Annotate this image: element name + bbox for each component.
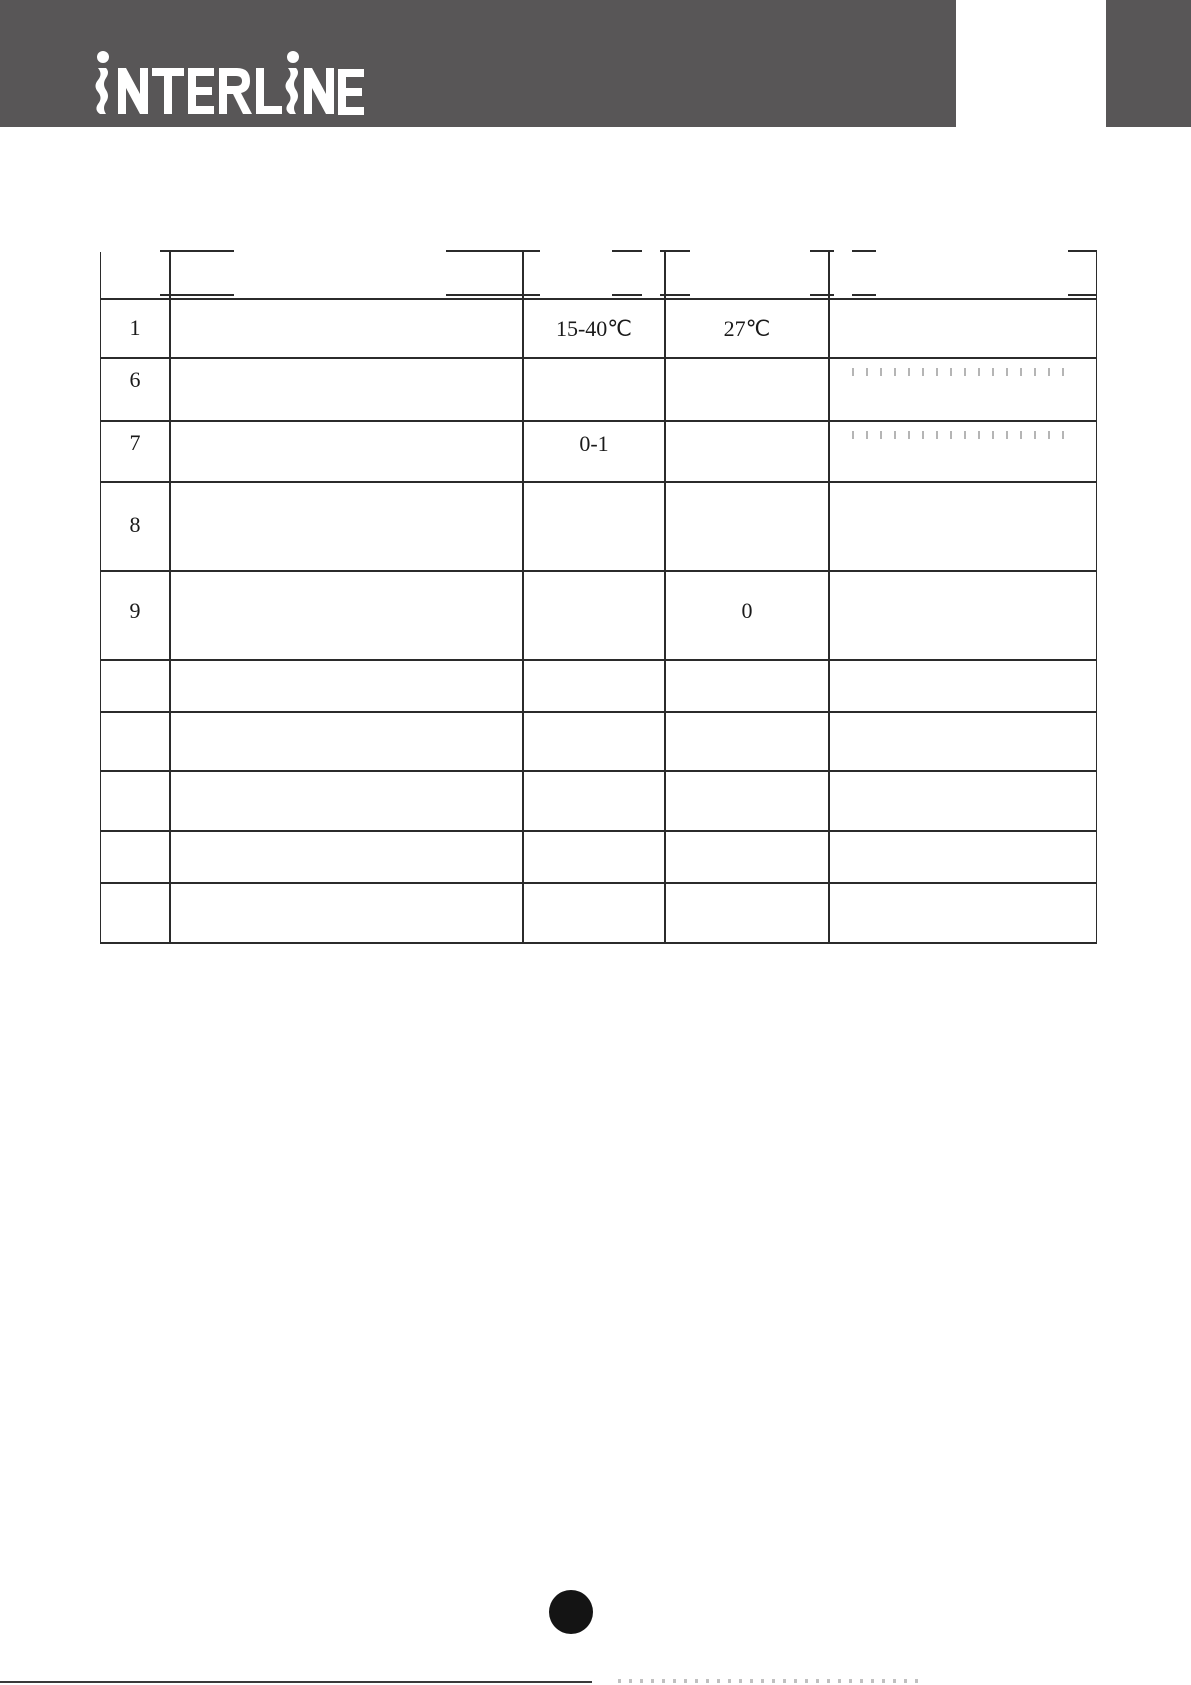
header-bottom-border	[612, 294, 642, 296]
row-3-range: 0-1	[579, 431, 609, 456]
row-5-number: 9	[129, 598, 141, 623]
header-bottom-border	[446, 294, 540, 296]
row-border	[100, 770, 1097, 772]
row-border	[100, 711, 1097, 713]
column-border	[828, 252, 830, 944]
row-2-note-faint-marks	[852, 368, 1072, 376]
row-1-range: 15-40℃	[555, 316, 633, 341]
logo-letter-e-icon	[338, 69, 364, 115]
row-border	[100, 942, 1097, 944]
row-border	[100, 882, 1097, 884]
row-border	[100, 659, 1097, 661]
row-border	[100, 481, 1097, 483]
row-border	[100, 830, 1097, 832]
logo-letter-e	[338, 68, 364, 114]
interline-logo-icon	[92, 46, 352, 118]
spec-table	[100, 250, 1097, 944]
row-3-note-faint-marks	[852, 431, 1072, 439]
header-top-border	[446, 250, 540, 252]
header-top-border	[612, 250, 642, 252]
row-1-default: 27℃	[723, 316, 771, 341]
header-top-border	[160, 250, 234, 252]
row-2-number: 6	[129, 367, 141, 392]
brand-logo	[92, 46, 352, 118]
row-border	[100, 298, 1097, 300]
header-bottom-border	[810, 294, 834, 296]
column-border	[522, 252, 524, 944]
page-number-marker	[549, 1590, 593, 1634]
row-5-default: 0	[741, 598, 753, 623]
header-top-border	[810, 250, 834, 252]
footer-rule	[0, 1681, 592, 1683]
header-bottom-border	[160, 294, 234, 296]
row-border	[100, 570, 1097, 572]
header-top-border	[1068, 250, 1097, 252]
header-top-border	[852, 250, 876, 252]
header-bottom-border	[1068, 294, 1097, 296]
row-4-number: 8	[129, 512, 141, 537]
header-bottom-border	[852, 294, 876, 296]
row-border	[100, 357, 1097, 359]
column-border	[1096, 252, 1097, 944]
footer-faint-marks	[618, 1679, 918, 1683]
row-1-number: 1	[129, 315, 141, 340]
row-border	[100, 420, 1097, 422]
row-3-number: 7	[129, 430, 141, 455]
header-side-tab	[1106, 0, 1191, 127]
